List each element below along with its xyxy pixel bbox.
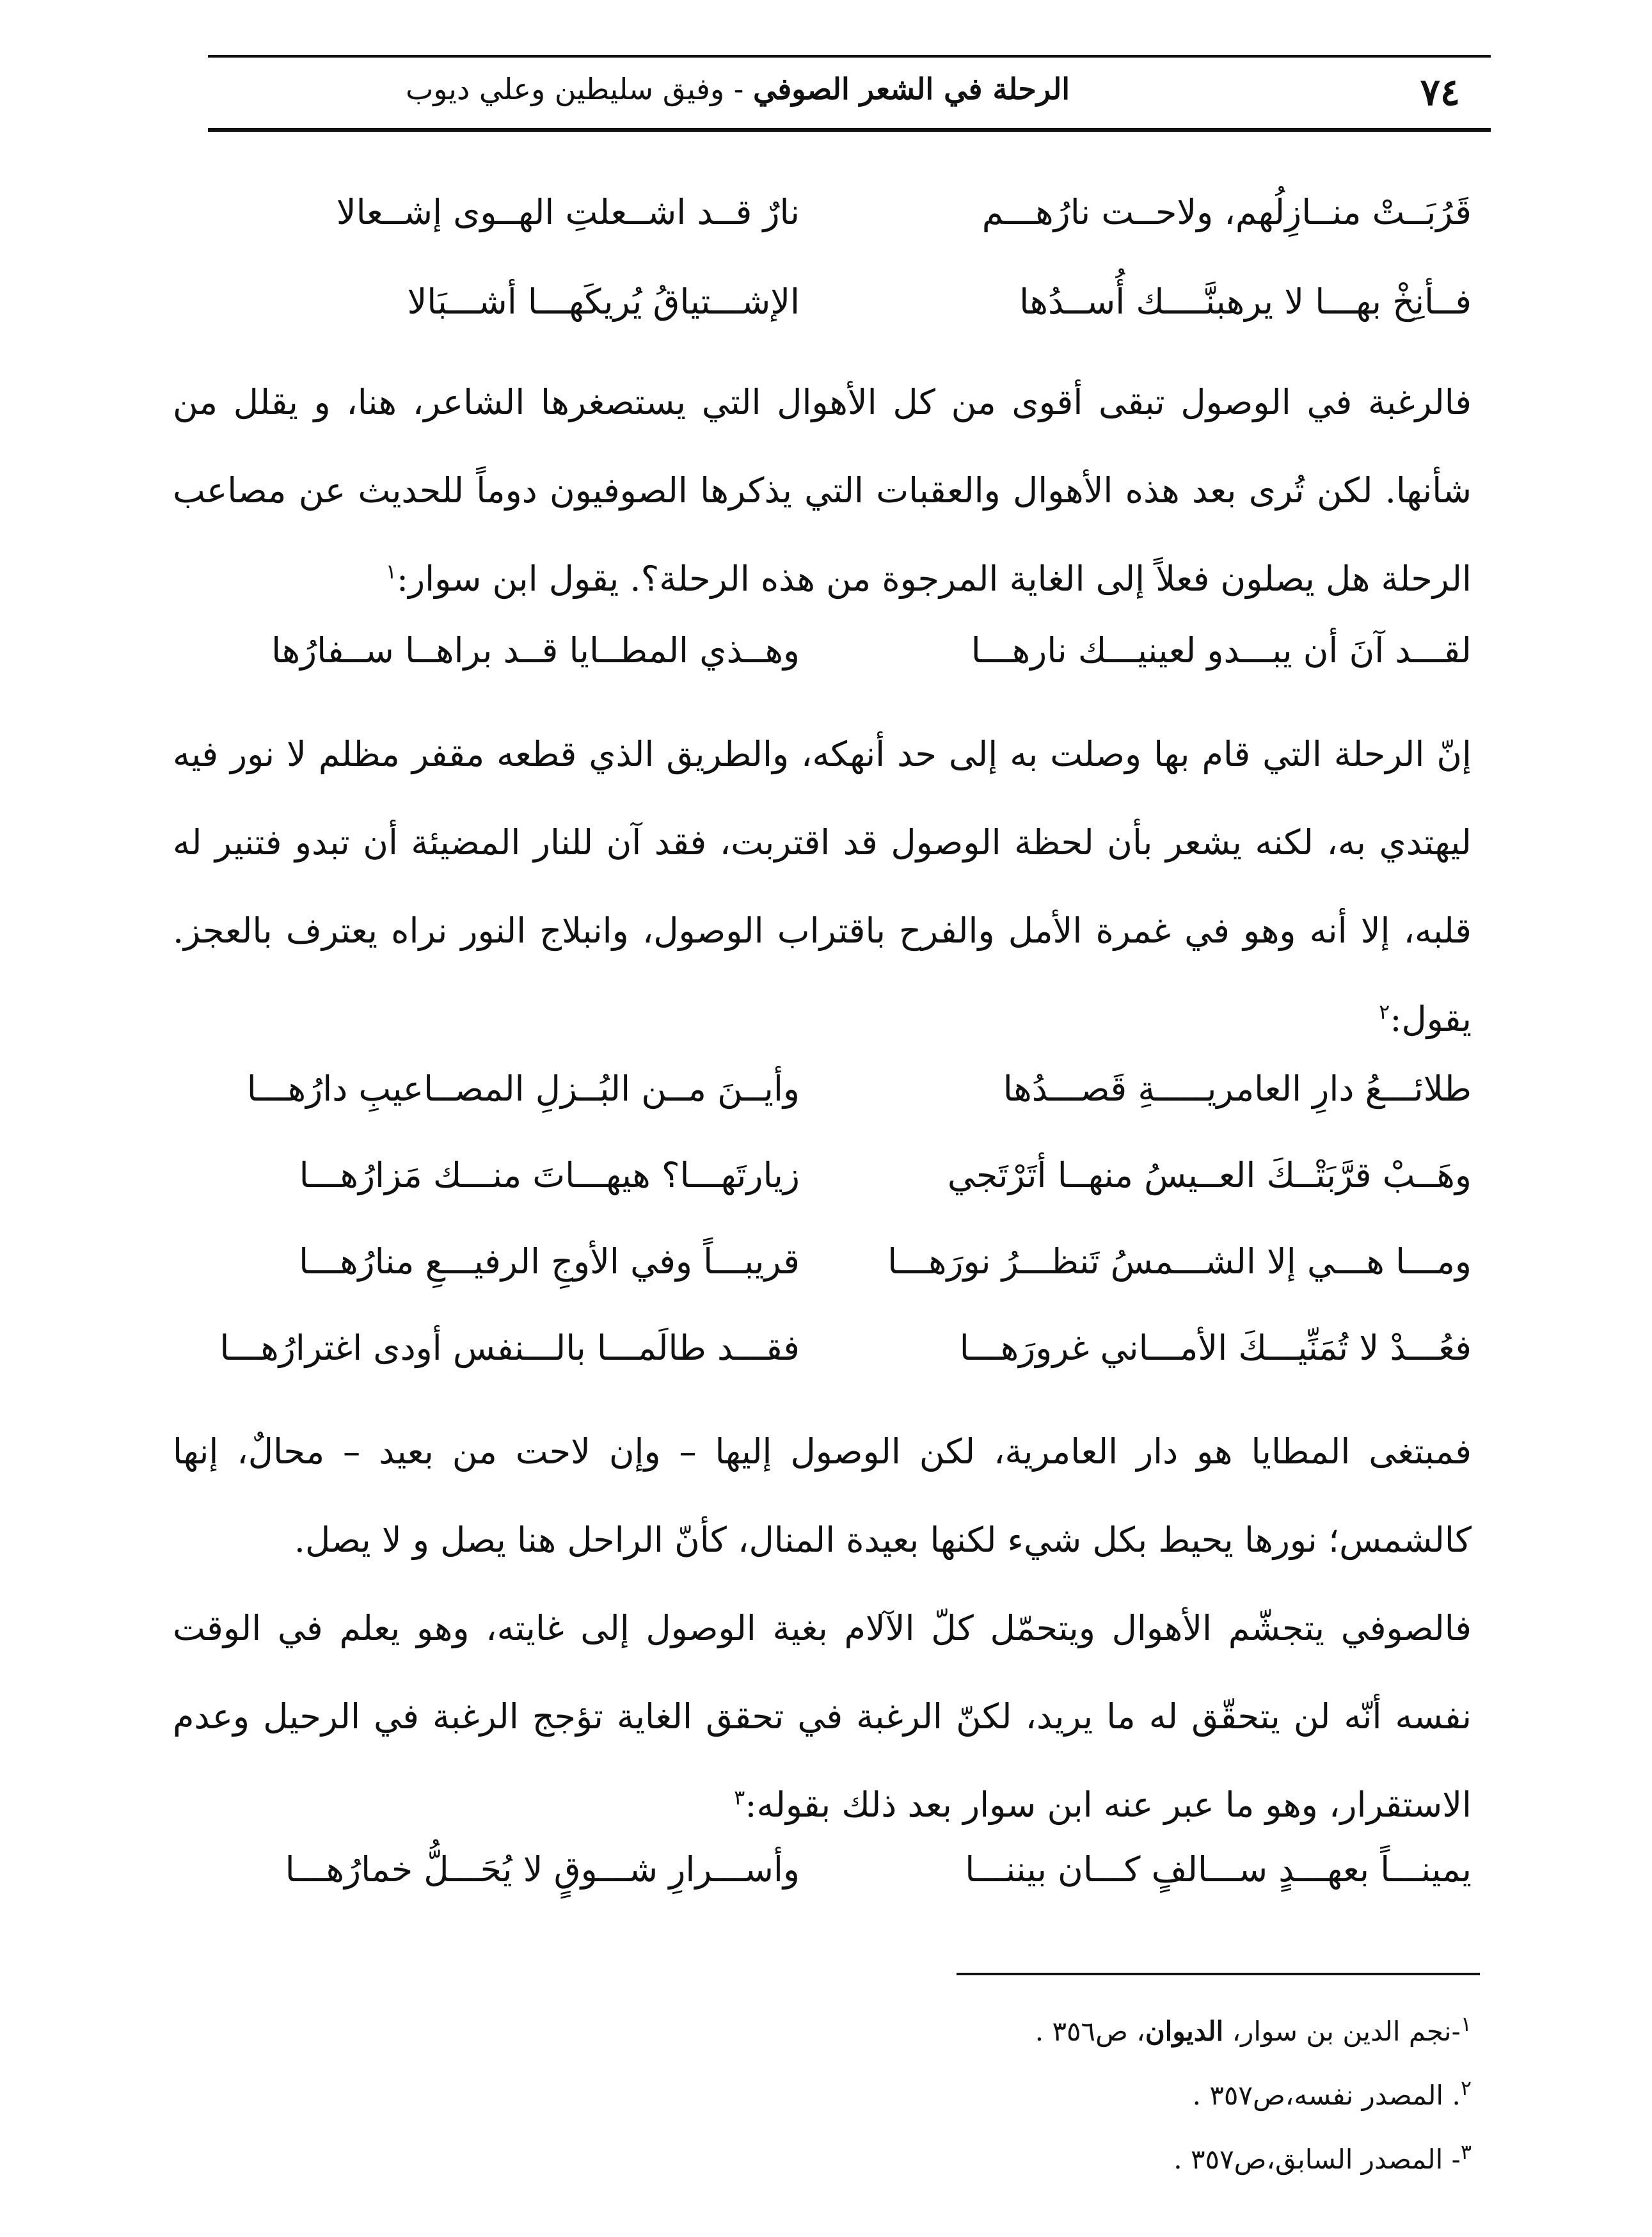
verse-line <box>173 1328 1472 1398</box>
footnote <box>1173 2140 1472 2175</box>
verse-first-hemistich: يمينـــاً بعهـــدٍ ســـالفٍ كـــان بيننـــا <box>965 1849 1472 1890</box>
verse-second-hemistich: وأيــنَ مــن البُــزلِ المصــاعيبِ دارُهـــا <box>246 1069 800 1109</box>
verse-second-hemistich: قريبـــاً وفي الأوجِ الرفيـــعِ منارُهـــا <box>299 1241 800 1282</box>
footnote <box>1035 2012 1472 2047</box>
paragraph-text: فالصوفي يتجشّم الأهوال ويتحمّل كلّ الآلام بغية الوصول إلى غايته، وهو يعلم في الوقت نفسه أنّه لن يتحقّق له ما يريد، لكنّ الرغبة في تحقق الغاية تؤجج الرغبة في الرحيل وعدم الاستقرار، وهو ما عبر عنه ابن سوار بعد ذلك بقوله: <box>173 1608 1472 1825</box>
verse-first-hemistich: ومـــا هـــي إلا الشـــمسُ تَنظـــرُ نورَهـــا <box>887 1241 1472 1282</box>
footnote-ref[interactable]: ٢ <box>1379 999 1390 1024</box>
footnote-mark: ٣ <box>1460 2140 1472 2164</box>
verse-first-hemistich: وهَــبْ قرَّبَتْــكَ العــيسُ منهــا أتَرْتَجي <box>947 1155 1472 1195</box>
verse-line <box>173 1241 1472 1312</box>
paragraph-text: فمبتغى المطايا هو دار العامرية، لكن الوصول إليها – وإن لاحت من بعيد – محالٌ، إنها كالشمس؛ نورها يحيط بكل شيء لكنها بعيدة المنال، كأنّ الراحل هنا يصل و لا يصل. <box>173 1431 1472 1560</box>
verse-line <box>173 1849 1472 1920</box>
verse-second-hemistich: نارٌ قــد اشــعلتِ الهــوى إشــعالا <box>336 192 800 232</box>
footnote <box>1192 2076 1472 2111</box>
footnote-ref[interactable]: ٣ <box>734 1785 745 1810</box>
verse-line <box>173 630 1472 701</box>
running-header-authors: وفيق سليطين وعلي ديوب <box>405 72 725 106</box>
verse-second-hemistich: فقـــد طالَمـــا بالـــنفس أودى اغترارُهـــا <box>219 1328 800 1368</box>
paragraph-4 <box>173 1584 1472 1849</box>
verse-line <box>173 1069 1472 1139</box>
running-header <box>406 72 1070 106</box>
footnote-mark: ٢ <box>1460 2076 1472 2100</box>
verse-first-hemistich: لقـــد آنَ أن يبـــدو لعينيـــك نارهـــا <box>971 630 1472 671</box>
verse-first-hemistich: طلائـــعُ دارِ العامريـــــةِ قَصـــدُها <box>1003 1069 1472 1109</box>
footnote-separator <box>957 1973 1480 1975</box>
verse-line <box>173 192 1472 262</box>
page-number: ٧٤ <box>1420 70 1460 114</box>
footnote-text: ، ص٣٥٦ . <box>1035 2016 1145 2047</box>
verse-second-hemistich: الإشـــتياقُ يُريكَهـــا أشـــبَالا <box>407 282 800 322</box>
paragraph-text: إنّ الرحلة التي قام بها وصلت به إلى حد أنهكه، والطريق الذي قطعه مقفر مظلم لا نور فيه ليهتدي به، لكنه يشعر بأن لحظة الوصول قد اقتربت، فقد آن للنار المضيئة أن تبدو فتنير له قلبه، إلا أنه وهو في غمرة الأمل والفرح باقتراب الوصول، وانبلاج النور نراه يعترف بالعجز. يقول: <box>173 734 1472 1039</box>
footnote-mark: ١ <box>1460 2012 1472 2036</box>
verse-second-hemistich: وأســـرارِ شـــوقٍ لا يُحَـــلُّ خمارُهـــا <box>285 1849 800 1890</box>
paragraph-text: فالرغبة في الوصول تبقى أقوى من كل الأهوال التي يستصغرها الشاعر، هنا، و يقلل من شأنها. لكن تُرى بعد هذه الأهوال والعقبات التي يذكرها الصوفيون دوماً للحديث عن مصاعب الرحلة هل يصلون فعلاً إلى الغاية المرجوة من هذه الرحلة؟. يقول ابن سوار: <box>173 382 1472 599</box>
paragraph-2 <box>173 710 1472 1063</box>
verse-second-hemistich: وهــذي المطــايا قــد براهــا ســفارُها <box>271 630 800 671</box>
footnote-ref[interactable]: ١ <box>385 559 397 584</box>
footnote-text: - المصدر السابق،ص٣٥٧ . <box>1173 2144 1461 2175</box>
paragraph-3 <box>173 1408 1472 1584</box>
verse-line <box>173 282 1472 352</box>
footnote-source-title: الديوان <box>1145 2016 1224 2047</box>
header-top-rule <box>208 55 1491 58</box>
verse-first-hemistich: فعُـــدْ لا تُمَنِّيـــكَ الأمـــاني غرورَهـــا <box>959 1328 1472 1368</box>
running-header-title: الرحلة في الشعر الصوفي <box>752 72 1070 106</box>
paragraph-1 <box>173 358 1472 623</box>
header-bottom-rule <box>208 128 1491 132</box>
verse-first-hemistich: فــأنِخْ بهـــا لا يرهبنَّــــك أُســدُها <box>1019 282 1472 322</box>
footnote-text: . المصدر نفسه،ص٣٥٧ . <box>1192 2080 1461 2111</box>
verse-first-hemistich: قَرُبَــتْ منــازِلُهم، ولاحــت نارُهـــم <box>981 192 1472 232</box>
footnote-text: -نجم الدين بن سوار، <box>1223 2016 1461 2047</box>
running-header-separator: - <box>724 72 753 106</box>
verse-line <box>173 1155 1472 1225</box>
verse-second-hemistich: زيارتَهـــا؟ هيهـــاتَ منـــك مَزارُهـــا <box>299 1155 800 1195</box>
